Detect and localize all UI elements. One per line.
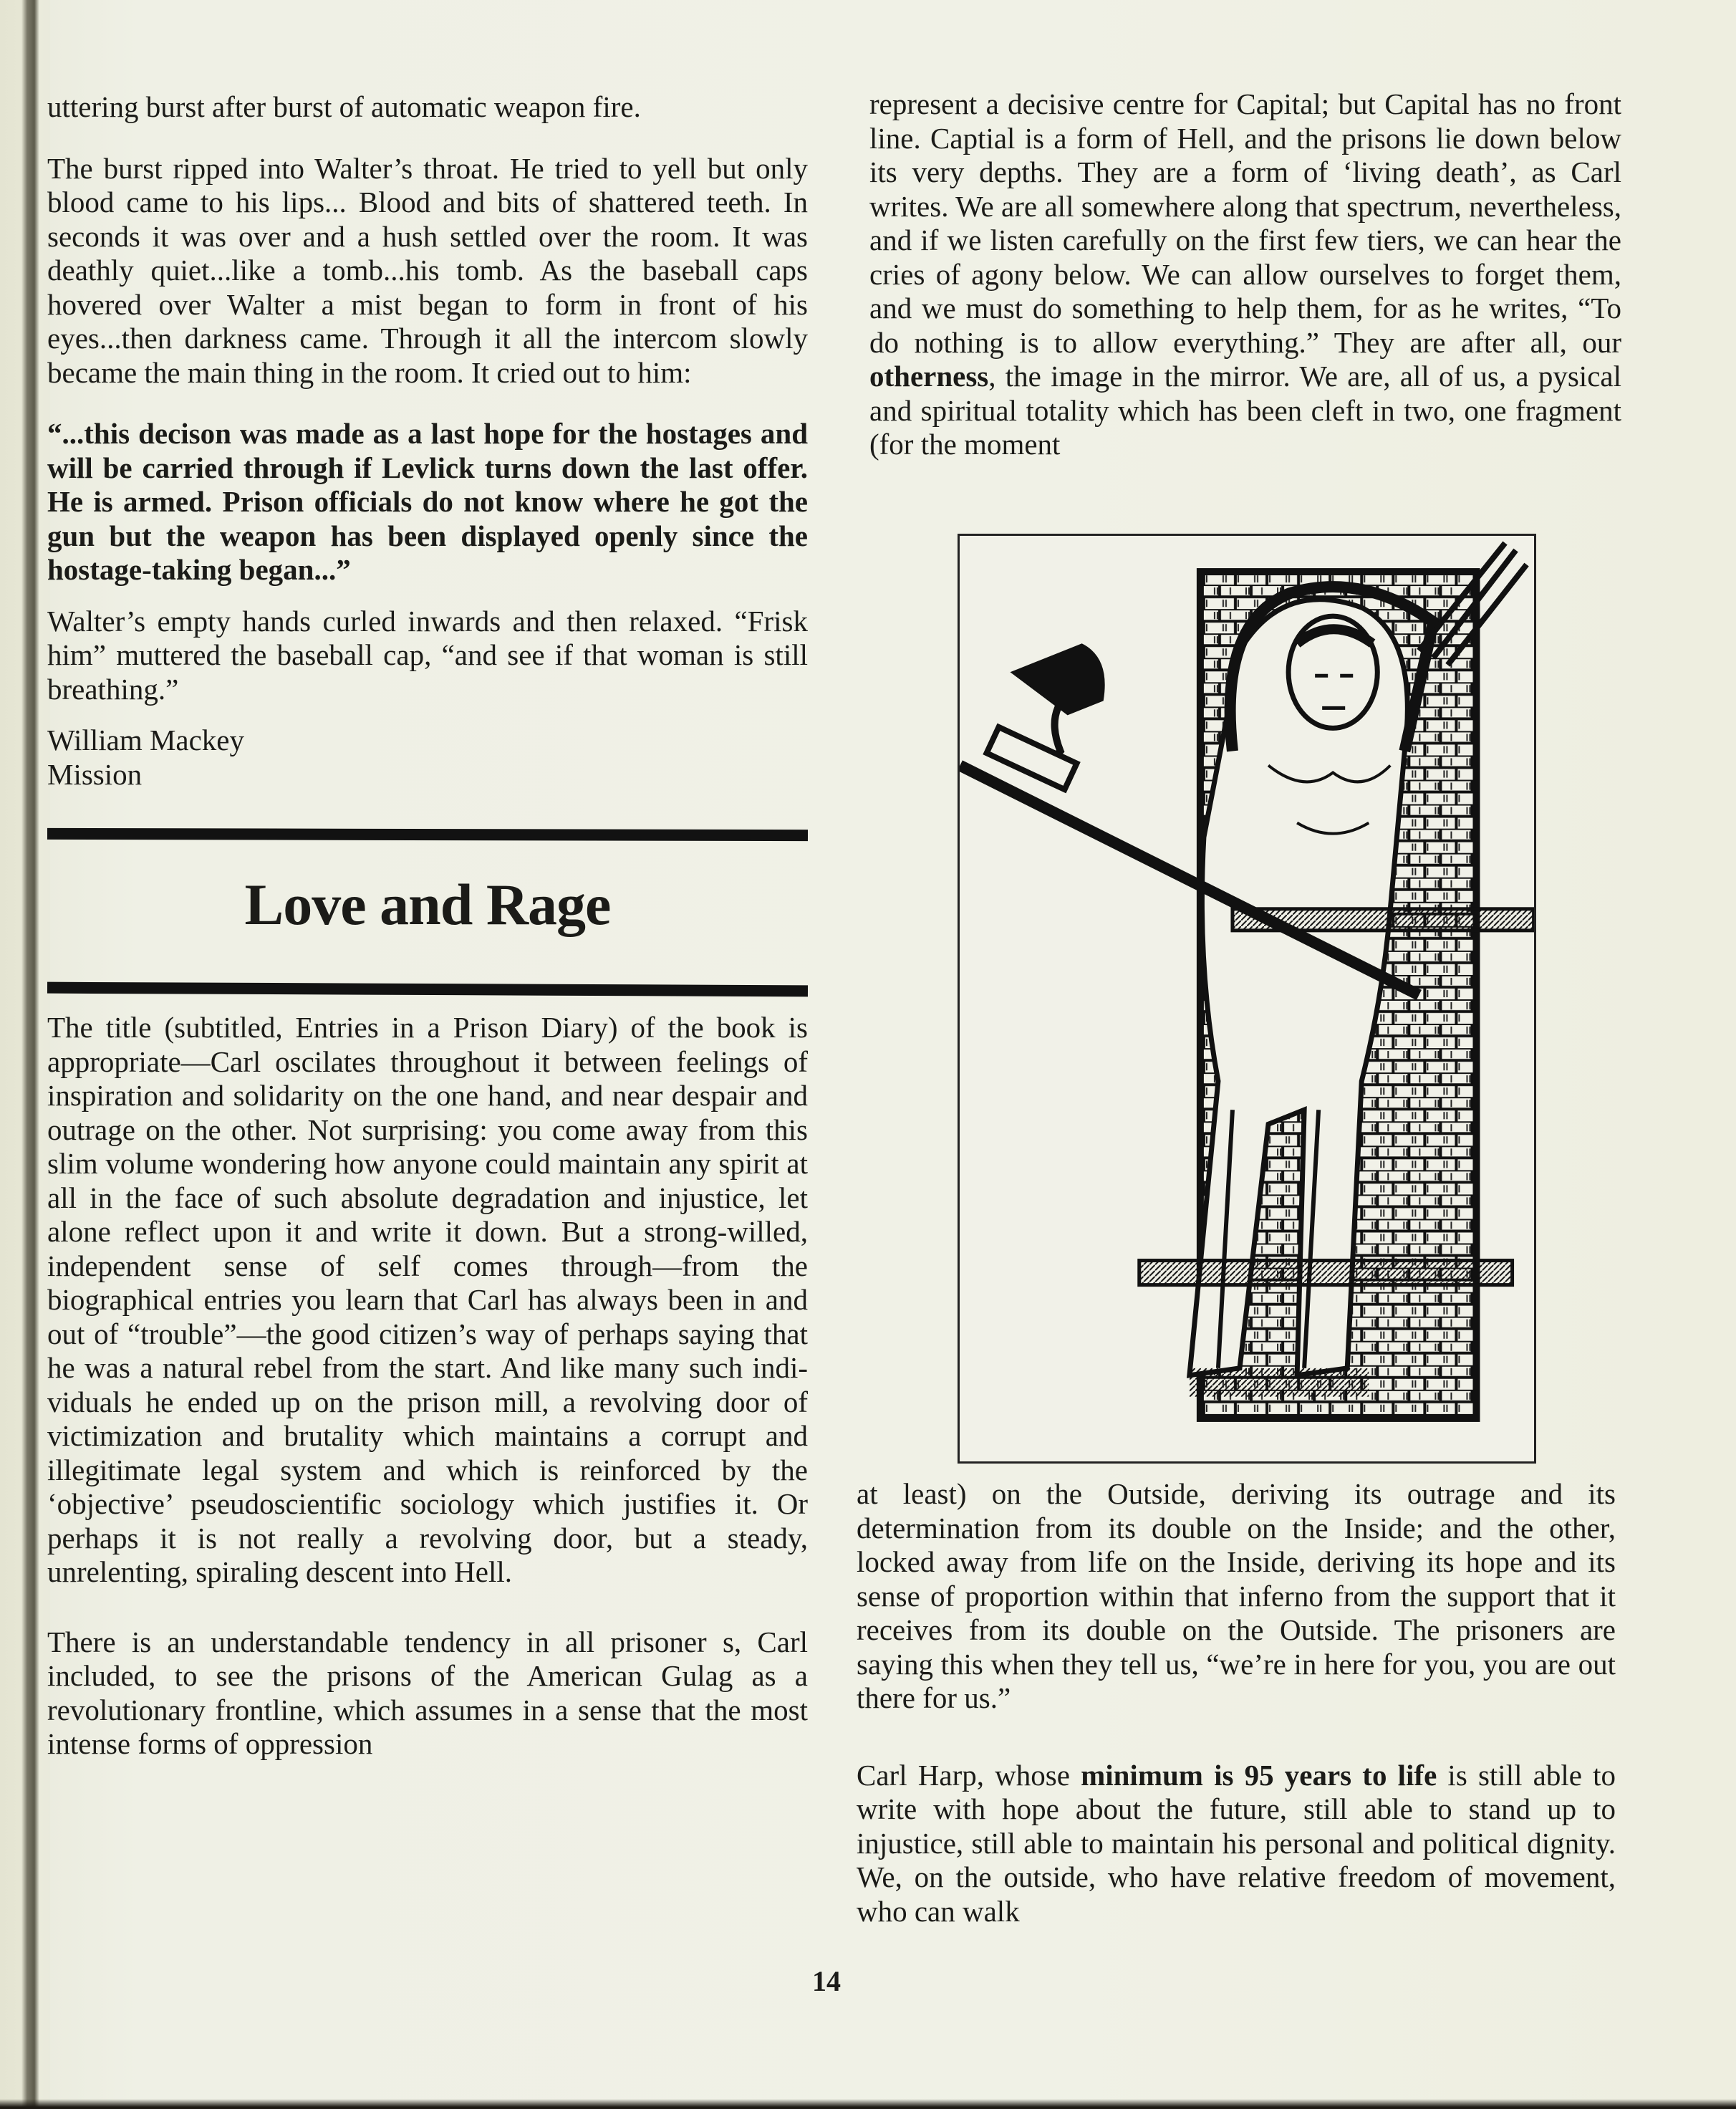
emphasis-otherness: otherness (869, 360, 989, 393)
heading-rule-top (47, 828, 808, 841)
text-run: , the image in the mirror. We are, all of us, a pysical and spiritual totality which has been cleft in two, one fragment (for the moment (869, 360, 1621, 461)
article-paragraph (857, 1759, 1616, 1929)
book-spine-edge (0, 0, 50, 2109)
article-paragraph: There is an understandable tendency in all prisoner s, Carl included, to see the prisons of the American Gulag as a revolutionary frontline, which assumes in a sense that the most intense forms of oppression (47, 1625, 808, 1760)
page-number: 14 (812, 1965, 841, 1997)
woodcut-bound-prisoner-icon (960, 536, 1534, 1461)
story-paragraph: Walter’s empty hands curled inwards and then relaxed. “Frisk him” muttered the baseball cap, “and see if that woman is still breathing.” (47, 604, 808, 706)
story-paragraph: The burst ripped into Walter’s throat. He tried to yell but only blood came to his lips... Blood and bits of shattered teeth. In seconds it was over and a hush settled over the room. It was deathly quiet...like a tomb...his tomb. As the baseball caps hovered over Walter a mist began to form in front of his eyes...then darkness came. Through it all the intercom slowly became the main thing in the room. It cried out to him: (47, 151, 808, 389)
intercom-quote: “...this decison was made as a last hope for the hostages and will be carried through if Levlick turns down the last offer. He is armed. Prison officials do not know where he got the gun but the weapon has been displayed openly since the hostage-taking began...” (47, 417, 808, 586)
page-bottom-edge (0, 2099, 1736, 2109)
author-name: William Mackey (47, 724, 245, 756)
prisoner-illustration (958, 534, 1536, 1464)
article-title: Love and Rage (244, 872, 611, 937)
heading-rule-bottom (47, 982, 808, 997)
text-run: Carl Harp, whose (857, 1758, 1081, 1792)
text-run: is still able to write with hope about the future, still able to stand up to injustice, still able to maintain his personal and political dignity. We, on the outside, who have relative freedom of movement, who can walk (857, 1758, 1616, 1928)
rope-band (1139, 1261, 1513, 1285)
article-paragraph: at least) on the Outside, deriving its outrage and its determination from its double on the Inside; and the other, locked away from life on the Inside, deriving its hope and its sense of proportion within that inferno from the support that it receives from its double on the Outside. The prisoners are saying this when they tell us, “we’re in here for you, you are out there for us.” (857, 1477, 1616, 1714)
right-column-lower (857, 1477, 1616, 1928)
article-paragraph: The title (subtitled, Entries in a Prison Diary) of the book is appropriate—Carl oscilates throughout it between feelings of inspiration and solidarity on the one hand, and near despair and outrage on the other. Not surprising: you come away from this slim volume wondering how anyone could maintain any spirit at all in the face of such absolute degradation and injustice, let alone reflect upon it and write it down. But a strong-willed, independent sense of self comes through—from the biographical entries you learn that Carl has always been in and out of “trouble”—the good citizen’s way of perhaps saying that he was a natural rebel from the start. And like many such individuals he ended up on the prison mill, a revolving door of victimization and brutality which maintains a corrupt and illegitimate legal system and which is reinforced by the ‘objective’ pseudoscientific sociology which justifies it. Or perhaps it is not really a revolving door, but a steady, unrelenting, spiraling descent into Hell. (47, 1011, 808, 1588)
right-column (869, 87, 1621, 462)
text-run: represent a decisive centre for Capital; but Capital has no front line. Captial is a form of Hell, and the prisons lie down below its very depths. They are a form of ‘living death’, as Carl writes. We are all somewhere along that spectrum, nevertheless, and if we listen carefully on the first few tiers, we can hear the cries of agony below. We can allow ourselves to forget them, and we must do something to help them, for as he writes, “To do nothing is to allow everything.” They are after all, our (869, 87, 1621, 359)
article-paragraph (869, 87, 1621, 462)
prisoner-feet-shading (1190, 1368, 1369, 1397)
emphasis-sentence: minimum is 95 years to life (1081, 1758, 1437, 1792)
story-paragraph: uttering burst after burst of automatic weapon fire. (47, 90, 641, 123)
left-column (47, 90, 808, 1762)
author-location: Mission (47, 757, 143, 791)
